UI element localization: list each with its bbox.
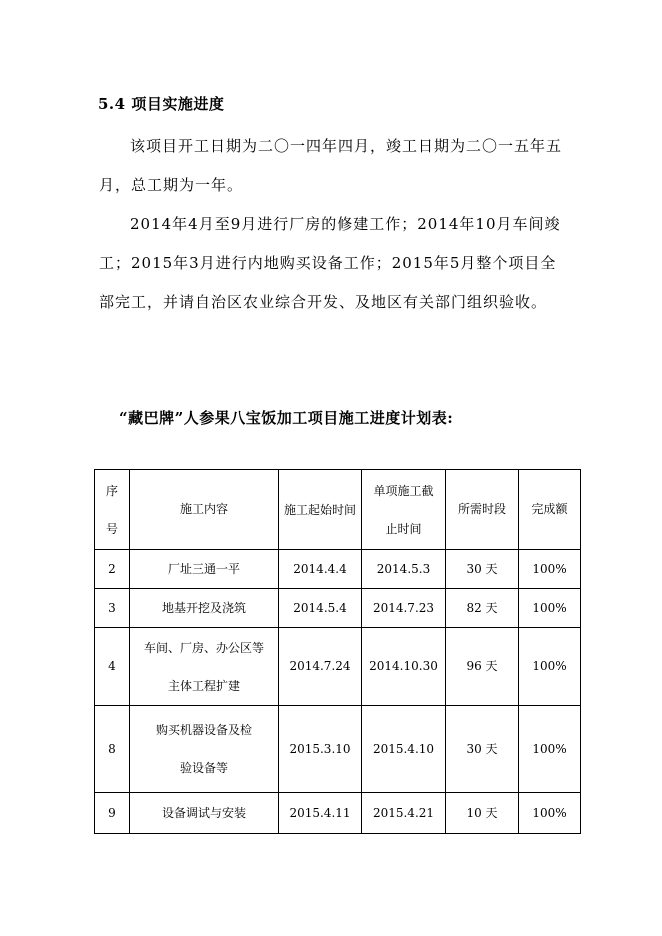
cell-seq: 2 <box>95 550 130 589</box>
cell-content: 厂址三通一平 <box>130 550 279 589</box>
section-heading: 5.4 项目实施进度 <box>98 95 225 113</box>
cell-content: 设备调试与安装 <box>130 793 279 834</box>
cell-start: 2014.4.4 <box>279 550 362 589</box>
table-row <box>95 589 581 628</box>
cell-end: 2014.5.3 <box>362 550 446 589</box>
header-start: 施工起始时间 <box>279 470 362 550</box>
cell-end: 2014.10.30 <box>362 628 446 706</box>
cell-content: 购买机器设备及检验设备等 <box>130 706 279 793</box>
cell-completion: 100% <box>519 793 581 834</box>
table-row <box>95 706 581 793</box>
cell-end: 2015.4.21 <box>362 793 446 834</box>
cell-seq: 3 <box>95 589 130 628</box>
table-caption: “藏巴牌”人参果八宝饭加工项目施工进度计划表: <box>119 409 454 427</box>
header-seq: 序号 <box>95 470 130 550</box>
cell-end: 2014.7.23 <box>362 589 446 628</box>
paragraph-schedule: 2014年4月至9月进行厂房的修建工作；2014年10月车间竣工；2015年3月进行内地购买设备工作；2015年5月整个项目全部完工，并请自治区农业综合开发、及地区有关部门组织验收。 <box>99 215 561 311</box>
cell-start: 2015.3.10 <box>279 706 362 793</box>
table-row <box>95 550 581 589</box>
cell-duration: 30 天 <box>446 550 519 589</box>
schedule-table <box>94 469 581 834</box>
table-header-row <box>95 470 581 550</box>
cell-completion: 100% <box>519 589 581 628</box>
table-row <box>95 628 581 706</box>
table-row <box>95 793 581 834</box>
header-end: 单项施工截止时间 <box>362 470 446 550</box>
cell-end: 2015.4.10 <box>362 706 446 793</box>
cell-seq: 9 <box>95 793 130 834</box>
cell-seq: 4 <box>95 628 130 706</box>
header-duration: 所需时段 <box>446 470 519 550</box>
cell-start: 2014.5.4 <box>279 589 362 628</box>
cell-duration: 30 天 <box>446 706 519 793</box>
paragraph-dates: 该项目开工日期为二〇一四年四月，竣工日期为二〇一五年五月，总工期为一年。 <box>99 137 563 194</box>
cell-seq: 8 <box>95 706 130 793</box>
cell-duration: 10 天 <box>446 793 519 834</box>
cell-content: 车间、厂房、办公区等主体工程扩建 <box>130 628 279 706</box>
cell-duration: 82 天 <box>446 589 519 628</box>
cell-completion: 100% <box>519 628 581 706</box>
header-content: 施工内容 <box>130 470 279 550</box>
cell-content: 地基开挖及浇筑 <box>130 589 279 628</box>
cell-completion: 100% <box>519 706 581 793</box>
cell-duration: 96 天 <box>446 628 519 706</box>
cell-completion: 100% <box>519 550 581 589</box>
cell-start: 2015.4.11 <box>279 793 362 834</box>
cell-start: 2014.7.24 <box>279 628 362 706</box>
header-completion: 完成额 <box>519 470 581 550</box>
